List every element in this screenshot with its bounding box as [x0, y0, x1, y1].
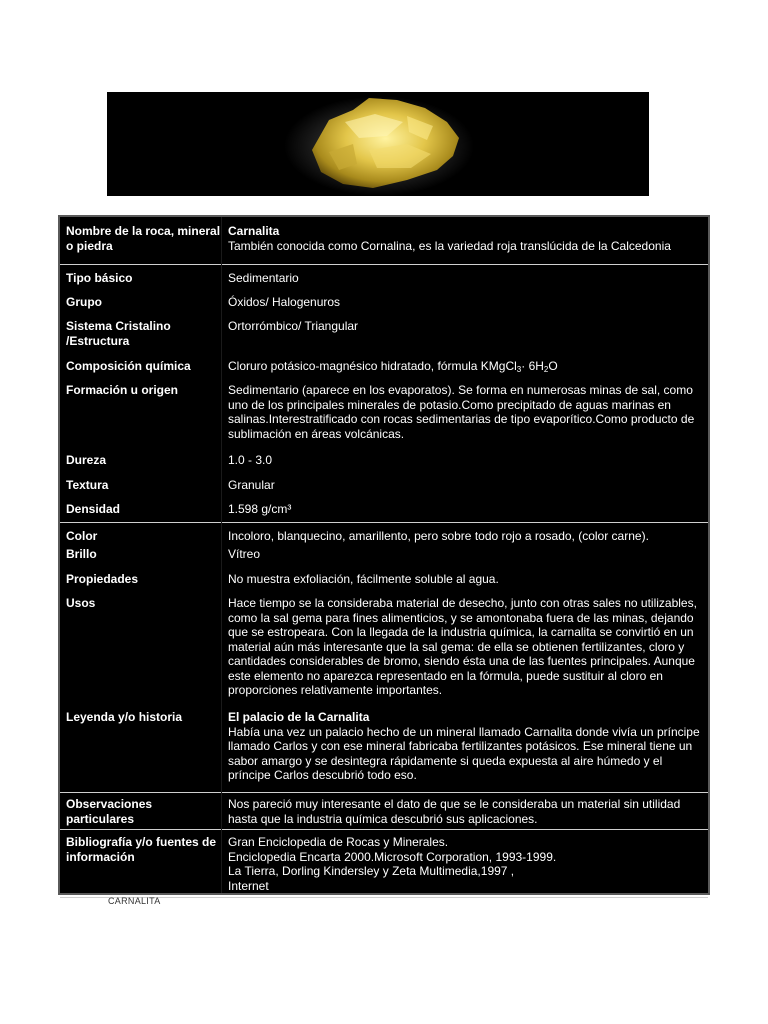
- label-textura: Textura: [66, 478, 109, 492]
- row-densidad: [60, 502, 708, 523]
- row-brillo: [60, 547, 708, 572]
- value-sistema: Ortorrómbico/ Triangular: [228, 319, 359, 333]
- label-grupo: Grupo: [66, 295, 102, 309]
- label-bibliografia: Bibliografía y/o fuentes de información: [60, 830, 222, 898]
- row-dureza: [60, 453, 708, 478]
- image-caption: CARNALITA: [108, 896, 161, 906]
- label-composicion: Composición química: [66, 359, 191, 373]
- row-textura: [60, 478, 708, 502]
- value-usos: Hace tiempo se la consideraba material de desecho, junto con otras sales no utilizables, como la sal gema para fines alimenticios, y se amontonaba fuera de las minas, dejando que se estropeara. Con la llegada de la industria química, la carnalita se convirtió en un material aún más interesante que la sal gema: de ella se obtienen fertilizantes, cloro y cantidades considerables de bromo, siendo ésta una de las fuentes principales. Aunque este elemento no aparezca representado en la fórmula, puede sustituir al cloro en proporciones relativamente importantes.: [228, 596, 697, 697]
- column-divider: [221, 217, 222, 893]
- row-sistema: [60, 319, 708, 359]
- label-sistema: Sistema Cristalino /Estructura: [66, 319, 171, 348]
- bib-line: Internet: [228, 878, 269, 893]
- label-densidad: Densidad: [60, 502, 222, 523]
- mineral-name: Carnalita: [228, 224, 280, 238]
- row-name: [60, 217, 708, 265]
- row-propiedades: [60, 572, 708, 596]
- value-densidad: 1.598 g/cm³: [222, 502, 708, 523]
- bib-line: Gran Enciclopedia de Rocas y Minerales.: [228, 835, 449, 849]
- bib-line: La Tierra, Dorling Kindersley y Zeta Multimedia,1997 ,: [228, 864, 515, 878]
- label-leyenda: Leyenda y/o historia: [60, 710, 222, 793]
- value-tipo: Sedimentario: [228, 271, 299, 285]
- carnalite-mineral-image: [107, 92, 649, 196]
- row-grupo: [60, 295, 708, 319]
- value-dureza: 1.0 - 3.0: [228, 453, 273, 467]
- value-composicion: Cloruro potásico-magnésico hidratado, fórmula KMgCl$_3$· $6H_2O$: [228, 359, 558, 374]
- value-grupo: Óxidos/ Halogenuros: [228, 295, 341, 309]
- row-formacion: [60, 383, 708, 453]
- label-tipo: Tipo básico: [66, 271, 133, 285]
- label-brillo: Brillo: [66, 547, 97, 561]
- label-observaciones: Observaciones particulares: [60, 793, 222, 830]
- value-leyenda: Había una vez un palacio hecho de un mineral llamado Carnalita donde vivía un príncipe llamado Carlos y con ese mineral fabricaba fertilizantes potásicos. Ese mineral tiene un sabor amargo y se desintegra rápidamente si queda expuesta al aire húmedo y el príncipe Carlos descubrió todo eso.: [228, 724, 700, 782]
- row-color: [60, 523, 708, 548]
- row-usos: [60, 596, 708, 710]
- value-name: También conocida como Cornalina, es la variedad roja translúcida de la Calcedonia: [228, 238, 671, 253]
- label-propiedades: Propiedades: [66, 572, 139, 586]
- value-textura: Granular: [228, 478, 275, 492]
- bib-line: Enciclopedia Encarta 2000.Microsoft Corporation, 1993-1999.: [228, 849, 557, 864]
- label-name: Nombre de la roca, mineral o piedra: [60, 217, 222, 265]
- label-usos: Usos: [66, 596, 96, 610]
- row-tipo: [60, 265, 708, 296]
- label-color: Color: [66, 529, 98, 543]
- label-dureza: Dureza: [66, 453, 107, 467]
- row-leyenda: [60, 710, 708, 793]
- label-formacion: Formación u origen: [66, 383, 179, 397]
- row-bibliografia: [60, 830, 708, 898]
- mineral-banner: [107, 92, 649, 196]
- value-brillo: Vítreo: [228, 547, 261, 561]
- value-formacion: Sedimentario (aparece en los evaporatos). Se forma en numerosas minas de sal, como uno de los principales minerales de potasio.Como precipitado de aguas marinas en salinas.Interestratificado con rocas sedimentarias de tipo evaporítico.Como producto de sublimación en áreas volcánicas.: [228, 383, 695, 441]
- value-observaciones: Nos pareció muy interesante el dato de que se le consideraba un material sin utilidad hasta que la industria química descubrió sus aplicaciones.: [222, 793, 708, 830]
- legend-title: El palacio de la Carnalita: [228, 710, 370, 724]
- row-observaciones: [60, 793, 708, 830]
- mineral-info-table: [58, 215, 710, 895]
- row-composicion: [60, 359, 708, 383]
- value-color: Incoloro, blanquecino, amarillento, pero sobre todo rojo a rosado, (color carne).: [228, 529, 649, 543]
- value-propiedades: No muestra exfoliación, fácilmente soluble al agua.: [228, 572, 499, 586]
